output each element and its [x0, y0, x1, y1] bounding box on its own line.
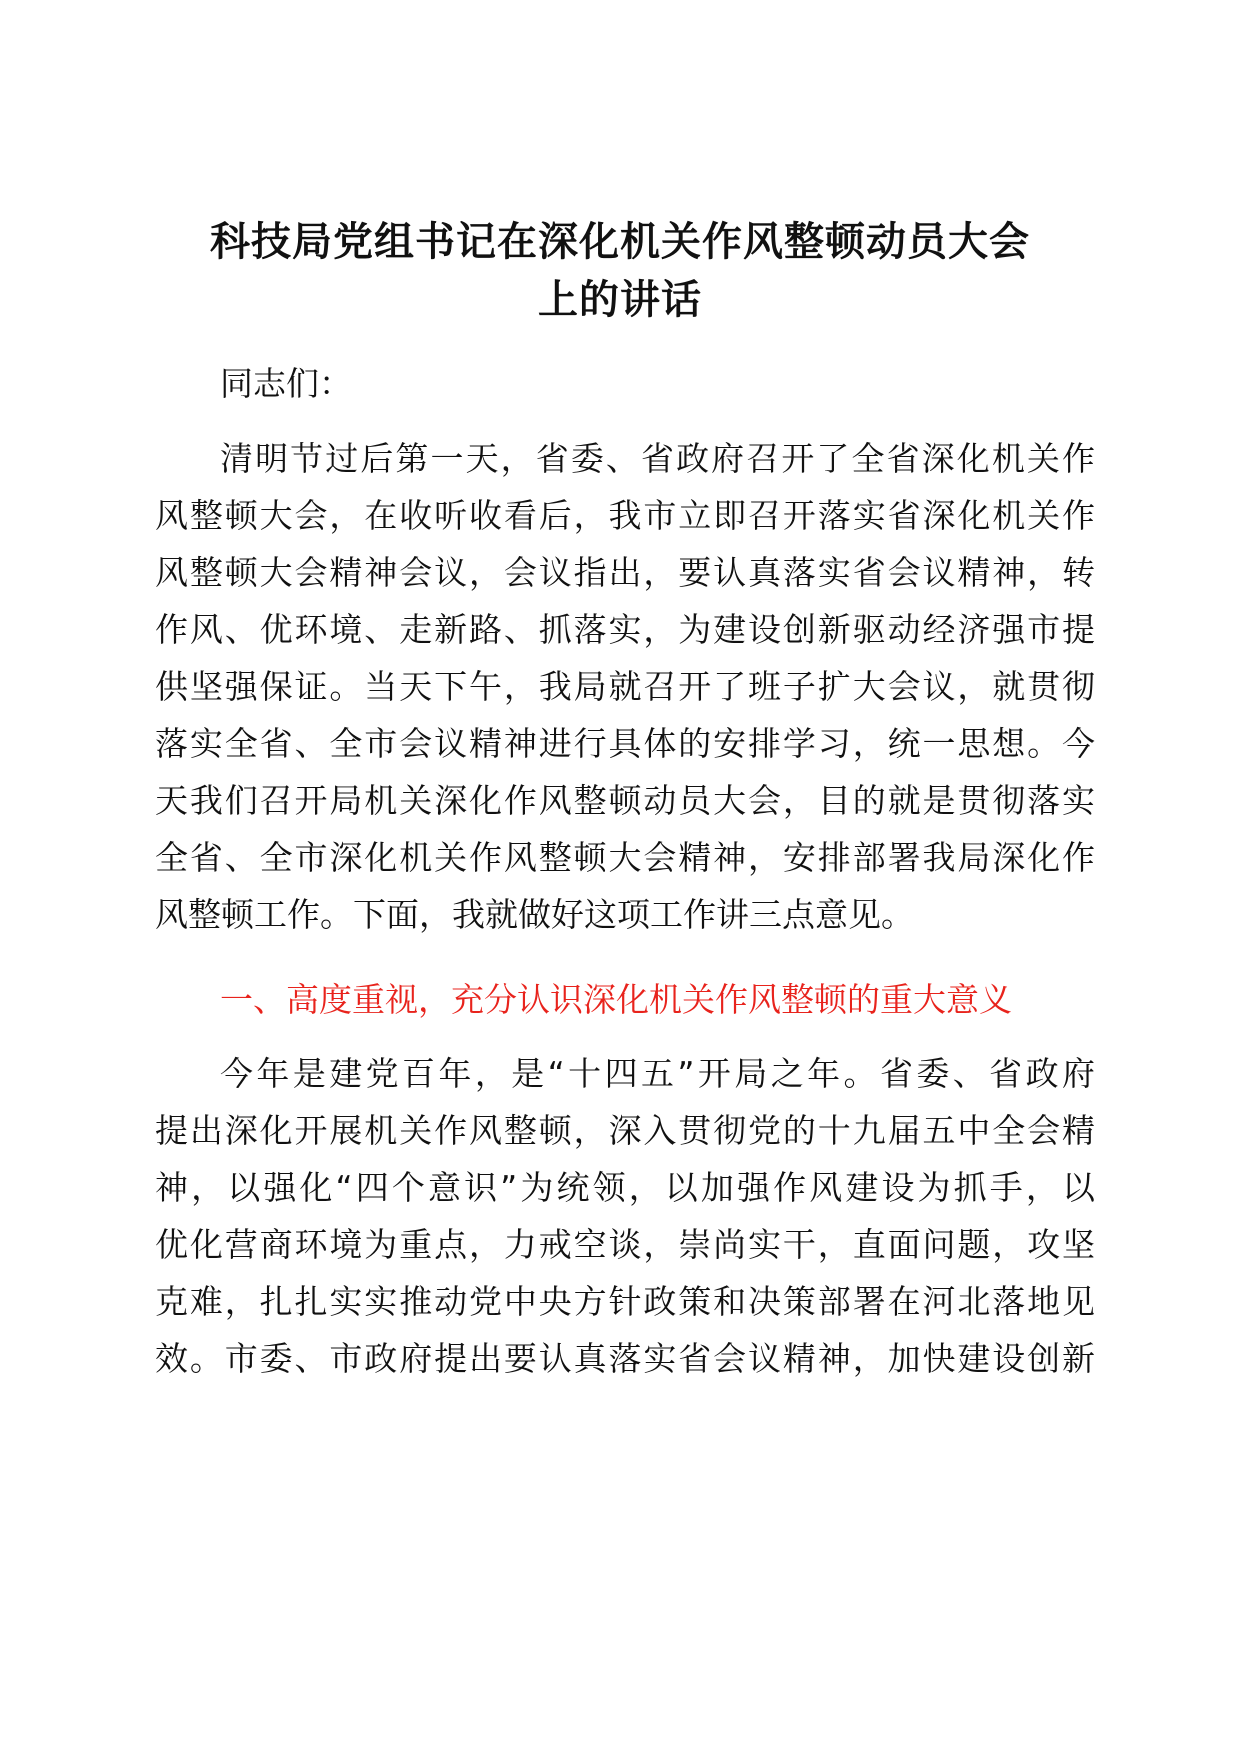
section-heading: 一、高度重视，充分认识深化机关作风整顿的重大意义 [220, 980, 1012, 1019]
paragraph-1-line: 风整顿大会精神会议，会议指出，要认真落实省会议精神，转 [155, 553, 1095, 592]
document-title-line-2: 上的讲话 [538, 277, 702, 323]
paragraph-2-line: 优化营商环境为重点，力戒空谈，崇尚实干，直面问题，攻坚 [155, 1225, 1095, 1264]
paragraph-2-line: 神，以强化“四个意识”为统领，以加强作风建设为抓手，以 [155, 1168, 1095, 1207]
document-title-line-1: 科技局党组书记在深化机关作风整顿动员大会 [210, 219, 1030, 265]
paragraph-1-line: 落实全省、全市会议精神进行具体的安排学习，统一思想。今 [155, 724, 1095, 763]
paragraph-2-line: 效。市委、市政府提出要认真落实省会议精神，加快建设创新 [155, 1339, 1095, 1378]
paragraph-1-line: 天我们召开局机关深化作风整顿动员大会，目的就是贯彻落实 [155, 781, 1095, 820]
salutation: 同志们： [220, 364, 352, 403]
paragraph-2-line: 克难，扎扎实实推动党中央方针政策和决策部署在河北落地见 [155, 1282, 1095, 1321]
paragraph-1-line: 风整顿工作。下面，我就做好这项工作讲三点意见。 [155, 895, 914, 934]
paragraph-2-line: 提出深化开展机关作风整顿，深入贯彻党的十九届五中全会精 [155, 1111, 1095, 1150]
paragraph-2-line: 今年是建党百年，是“十四五”开局之年。省委、省政府 [220, 1054, 1095, 1093]
paragraph-1-line: 清明节过后第一天，省委、省政府召开了全省深化机关作 [220, 439, 1095, 478]
paragraph-1-line: 全省、全市深化机关作风整顿大会精神，安排部署我局深化作 [155, 838, 1095, 877]
paragraph-1-line: 作风、优环境、走新路、抓落实，为建设创新驱动经济强市提 [155, 610, 1095, 649]
paragraph-1-line: 风整顿大会，在收听收看后，我市立即召开落实省深化机关作 [155, 496, 1095, 535]
paragraph-1-line: 供坚强保证。当天下午，我局就召开了班子扩大会议，就贯彻 [155, 667, 1095, 706]
